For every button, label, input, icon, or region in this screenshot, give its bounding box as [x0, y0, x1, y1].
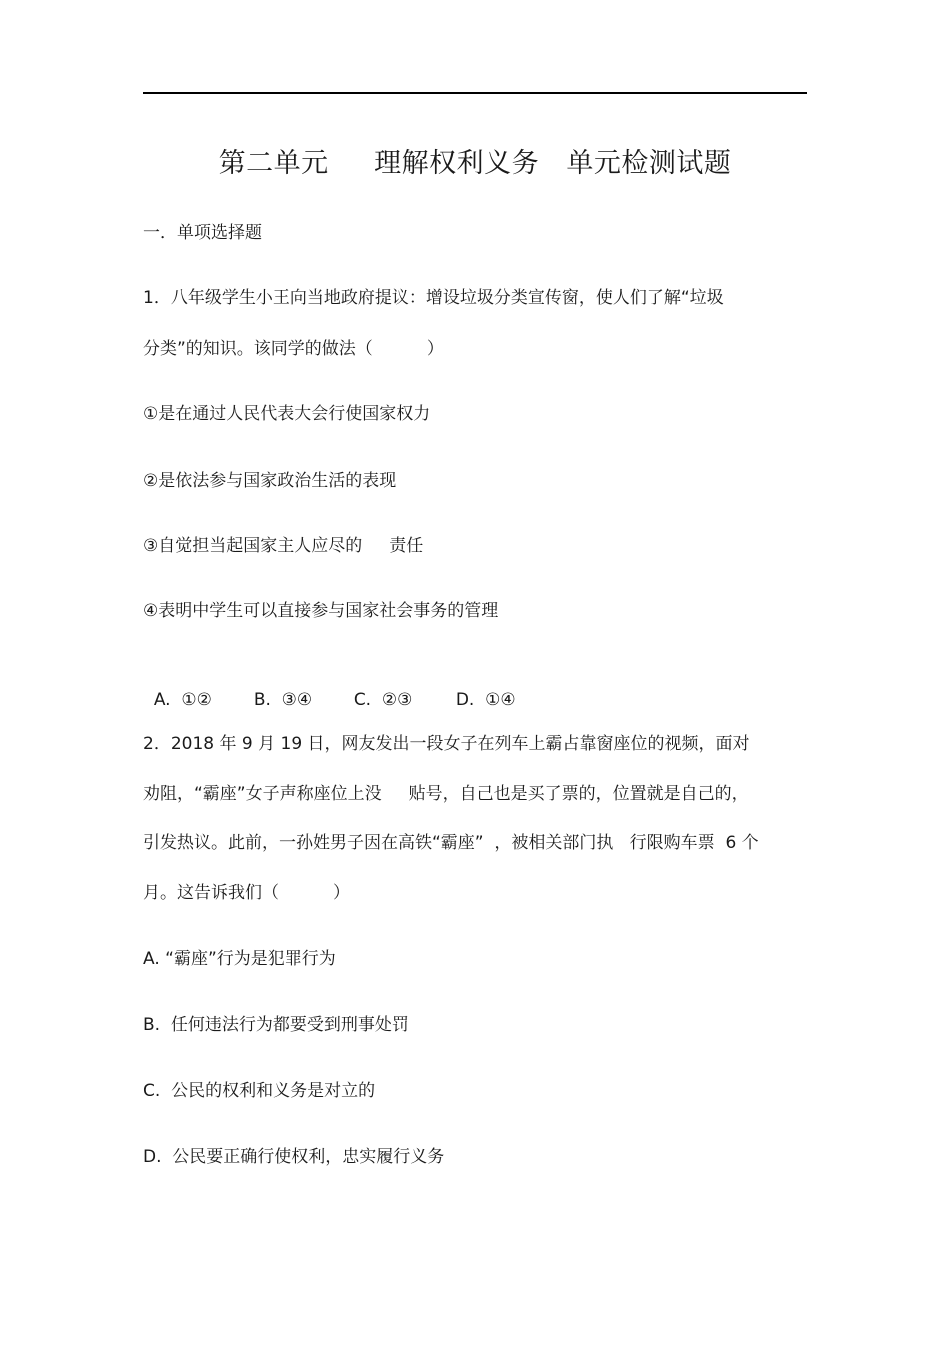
question-2-choice-a: A. “霸座”行为是犯罪行为: [143, 949, 336, 969]
question-1-statement-4: ④表明中学生可以直接参与国家社会事务的管理: [143, 601, 499, 621]
header-rule: [143, 92, 807, 94]
question-2-stem-line-3: 引发热议。此前，一孙姓男子因在高铁“霸座” ，被相关部门执 行限购车票 6 个: [143, 833, 759, 853]
question-2-choice-d: D. 公民要正确行使权利，忠实履行义务: [143, 1147, 445, 1167]
question-2-stem-line-4: 月。这告诉我们（ ）: [143, 883, 351, 903]
question-1-stem-line-2: 分类”的知识。该同学的做法（ ）: [143, 339, 444, 359]
question-1-stem-line-1: 1．八年级学生小王向当地政府提议：增设垃圾分类宣传窗，使人们了解“垃圾: [143, 288, 724, 308]
section-heading: 一．单项选择题: [143, 223, 262, 243]
question-1-statement-1: ①是在通过人民代表大会行使国家权力: [143, 404, 431, 424]
answer-choice-a: A. ①②: [153, 690, 212, 710]
answer-choice-c: C. ②③: [353, 690, 413, 710]
question-2-choice-c: C. 公民的权利和义务是对立的: [143, 1081, 376, 1101]
question-2-stem-line-2: 劝阻，“霸座”女子声称座位上没 贴号，自己也是买了票的，位置就是自己的，: [143, 784, 749, 804]
answer-choice-b: B. ③④: [253, 690, 313, 710]
question-2-choice-b: B. 任何违法行为都要受到刑事处罚: [143, 1015, 409, 1035]
page-title: 第二单元 理解权利义务 单元检测试题: [218, 148, 732, 179]
question-1-statement-3: ③自觉担当起国家主人应尽的 责任: [143, 536, 424, 556]
answer-choice-d: D. ①④: [455, 690, 516, 710]
question-2-stem-line-1: 2．2018 年 9 月 19 日，网友发出一段女子在列车上霸占靠窗座位的视频，面对: [143, 734, 750, 754]
question-1-answer-choices: [143, 667, 516, 711]
question-1-statement-2: ②是依法参与国家政治生活的表现: [143, 471, 397, 491]
